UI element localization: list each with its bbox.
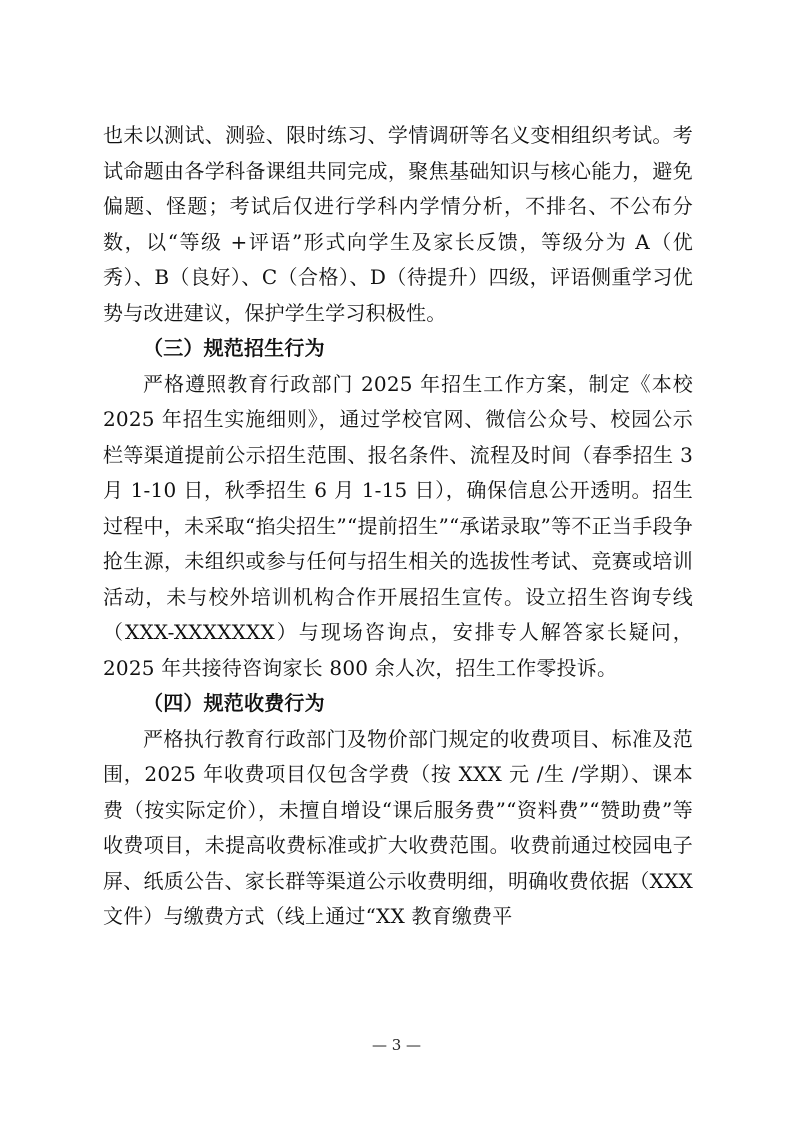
page-number: — 3 — bbox=[371, 1036, 422, 1054]
section-heading-enrollment: （三）规范招生行为 bbox=[143, 336, 325, 360]
paragraph-fees: 严格执行教育行政部门及物价部门规定的收费项目、标准及范围，2025 年收费项目仅包含学费（按 XXX 元 /生 /学期）、课本费（按实际定价），未擅自增设“课后服务费”“资料费”“赞助费”等收费项目，未提高收费标准或扩大收费范围。收费前通过校园电子屏、纸质公告、家长群等渠道公示收费明细，明确收费依据（XXX 文件）与缴费方式（线上通过“XX 教育缴费平 bbox=[103, 726, 693, 928]
document-body bbox=[103, 118, 693, 935]
paragraph-enrollment: 严格遵照教育行政部门 2025 年招生工作方案，制定《本校 2025 年招生实施细则》，通过学校官网、微信公众号、校园公示栏等渠道提前公示招生范围、报名条件、流程及时间（春季招生 3 月 1-10 日，秋季招生 6 月 1-15 日），确保信息公开透明。招生过程中，未采取“掐尖招生”“提前招生”“承诺录取”等不正当手段争抢生源，未组织或参与任何与招生相关的选拔性考试、竞赛或培训活动，未与校外培训机构合作开展招生宣传。设立招生咨询专线（XXX-XXXXXXX）与现场咨询点，安排专人解答家长疑问，2025 年共接待咨询家长 800 余人次，招生工作零投诉。 bbox=[103, 371, 693, 680]
paragraph-exam-policy: 也未以测试、测验、限时练习、学情调研等名义变相组织考试。考试命题由各学科备课组共同完成，聚焦基础知识与核心能力，避免偏题、怪题；考试后仅进行学科内学情分析，不排名、不公布分数，以“等级 +评语”形式向学生及家长反馈，等级分为 A（优秀）、B（良好）、C（合格）、D（待提升）四级，评语侧重学习优势与改进建议，保护学生学习积极性。 bbox=[103, 123, 693, 325]
section-heading-fees: （四）规范收费行为 bbox=[143, 691, 325, 715]
